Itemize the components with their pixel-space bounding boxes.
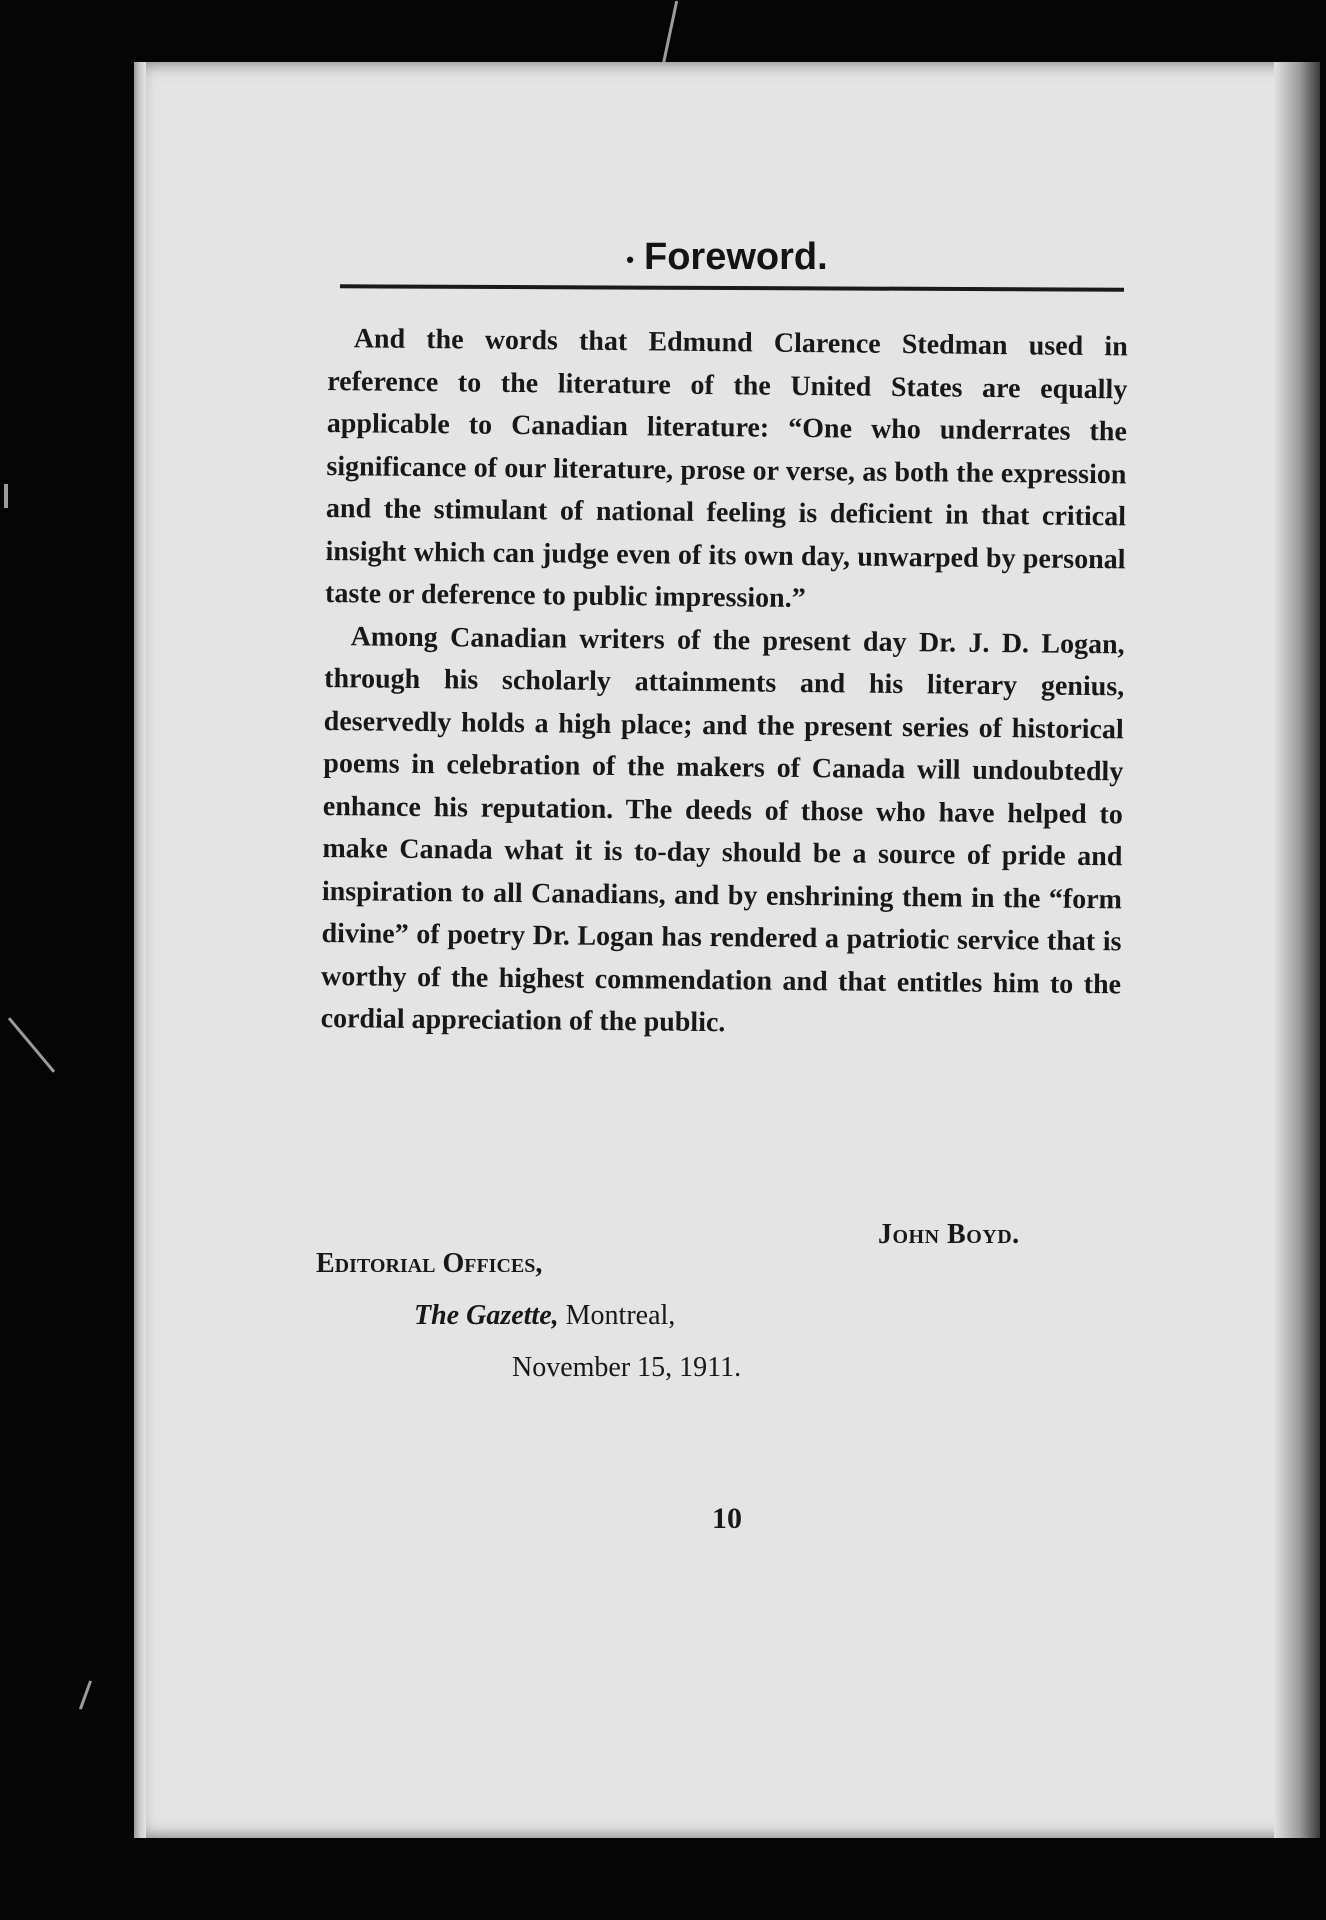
scan-artifact-left-lower xyxy=(79,1680,92,1709)
city-name: Montreal, xyxy=(558,1300,676,1331)
newspaper-name: The Gazette, xyxy=(414,1300,559,1331)
page-heading xyxy=(134,236,1320,279)
scan-artifact-left-speck xyxy=(4,484,8,508)
page-number: 10 xyxy=(712,1502,742,1535)
signer-name: John Boyd. xyxy=(878,1219,1020,1250)
heading-rule xyxy=(340,284,1124,291)
address-line-date: November 15, 1911. xyxy=(512,1352,742,1383)
page-outer-edge xyxy=(1274,62,1320,1838)
book-page xyxy=(134,62,1320,1838)
address-block xyxy=(316,1238,916,1394)
foreword-body xyxy=(320,318,1128,1049)
heading-mark: • xyxy=(626,247,634,272)
paragraph-2: Among Canadian writers of the present day Dr. J. D. Logan, through his scholarly attainments and his literary genius, deservedly holds a high place; and the present series of historical poems in celebration of the makers of Canada will undoubtedly enhance his reputation. The deeds of those who have helped to make Canada what it is to-day should be a source of pride and inspiration to all Canadians, and by enshrining them in the “form divine” of poetry Dr. Logan has rendered a patriotic service that is worthy of the highest commendation and that entitles him to the cordial appreciation of the public. xyxy=(320,620,1125,1039)
paragraph-1: And the words that Edmund Clarence Stedman used in reference to the literature of the United States are equally applicable to Canadian literature: “One who underrates the significance of our literature, prose or verse, as both the expression and the stimulant of national feeling is deficient in that critical insight which can judge even of its own day, unwarped by personal taste or deference to public impression.” xyxy=(324,323,1128,615)
address-line-offices: Editorial Offices, xyxy=(316,1248,543,1279)
heading-text: Foreword. xyxy=(644,236,828,278)
scan-artifact-left-slash xyxy=(8,1017,55,1073)
address-line-newspaper xyxy=(316,1290,916,1342)
scan-artifact-arc xyxy=(661,0,678,69)
page-binding-edge xyxy=(134,62,146,1838)
